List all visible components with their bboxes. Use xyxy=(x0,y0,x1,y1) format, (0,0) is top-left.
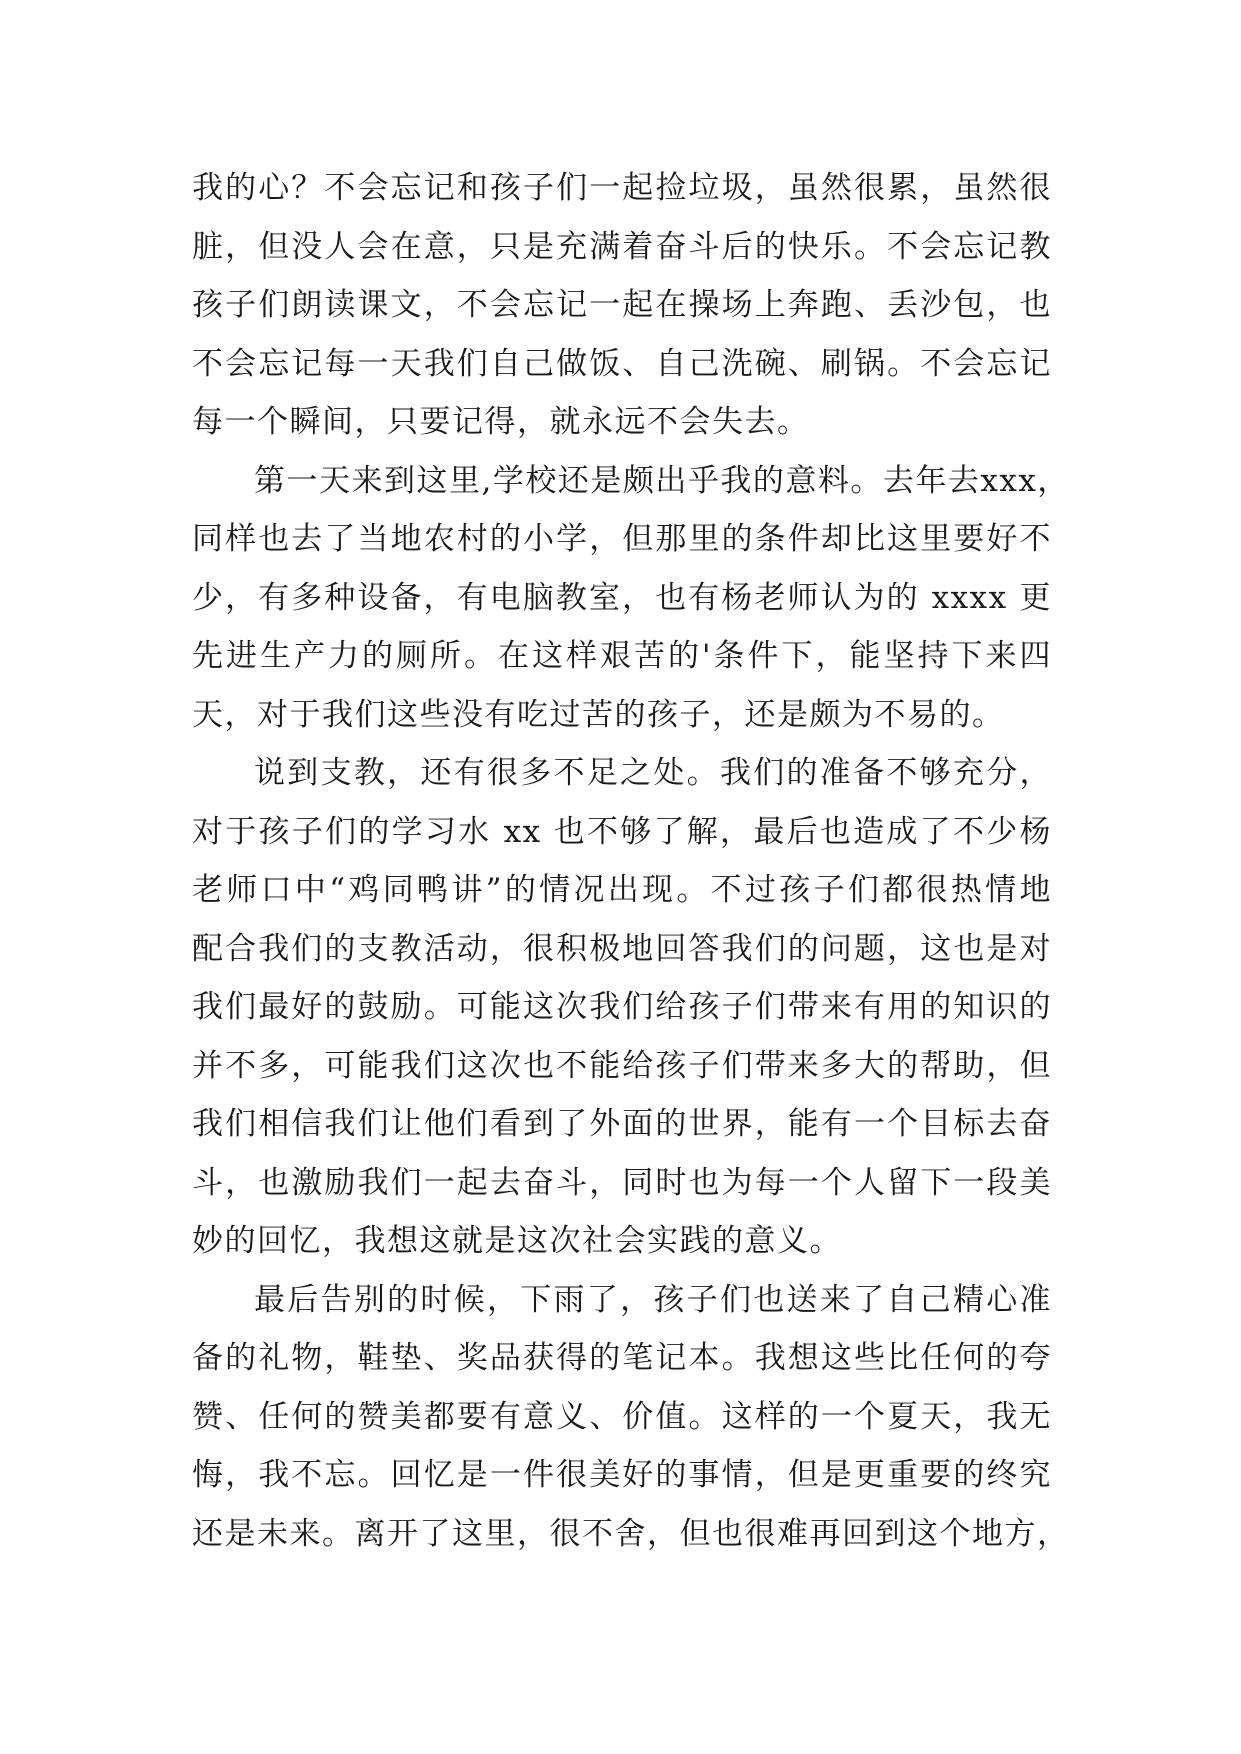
text-line: 妙的回忆，我想这就是这次社会实践的意义。 xyxy=(192,1223,842,1259)
text-line: 备的礼物，鞋垫、奖品获得的笔记本。我想这些比任何的夸 xyxy=(192,1340,1052,1376)
text-line: 同样也去了当地农村的小学，但那里的条件却比这里要好不 xyxy=(192,521,1052,557)
text-line: 斗，也激励我们一起去奋斗，同时也为每一个人留下一段美 xyxy=(192,1164,1052,1201)
text-line: 悔，我不忘。回忆是一件很美好的事情，但是更重要的终究 xyxy=(192,1457,1052,1493)
paragraph-3 xyxy=(192,744,1052,1271)
text-line: 先进生产力的厕所。在这样艰苦的'条件下，能坚持下来四 xyxy=(192,638,1052,674)
text-line: 脏，但没人会在意，只是充满着奋斗后的快乐。不会忘记教 xyxy=(192,228,1052,265)
text-line: 天，对于我们这些没有吃过苦的孩子，还是颇为不易的。 xyxy=(192,696,1005,733)
text-line: 我的心？不会忘记和孩子们一起捡垃圾，虽然很累，虽然很 xyxy=(192,170,1052,206)
text-line: 赞、任何的赞美都要有意义、价值。这样的一个夏天，我无 xyxy=(192,1398,1052,1435)
text-line: 不会忘记每一天我们自己做饭、自己洗碗、刷锅。不会忘记 xyxy=(192,345,1052,382)
text-line: 还是未来。离开了这里，很不舍，但也很难再回到这个地方， xyxy=(192,1515,1070,1552)
text-line: 少，有多种设备，有电脑教室，也有杨老师认为的 xxxx 更 xyxy=(192,579,1052,616)
text-line: 最后告别的时候，下雨了，孩子们也送来了自己精心准 xyxy=(254,1281,1052,1318)
text-line: 并不多，可能我们这次也不能给孩子们带来多大的帮助，但 xyxy=(192,1047,1052,1084)
text-line: 我们最好的鼓励。可能这次我们给孩子们带来有用的知识的 xyxy=(192,989,1052,1025)
text-line: 每一个瞬间，只要记得，就永远不会失去。 xyxy=(192,404,810,440)
paragraph-1 xyxy=(192,159,1052,452)
paragraph-4 xyxy=(192,1271,1070,1564)
text-line: 说到支教，还有很多不足之处。我们的准备不够充分， xyxy=(254,755,1052,791)
text-line: 我们相信我们让他们看到了外面的世界，能有一个目标去奋 xyxy=(192,1106,1052,1142)
text-line: 孩子们朗读课文，不会忘记一起在操场上奔跑、丢沙包，也 xyxy=(192,287,1052,323)
text-line: 第一天来到这里,学校还是颇出乎我的意料。去年去xxx， xyxy=(254,462,1070,499)
document-body xyxy=(192,159,1070,1563)
text-line: 配合我们的支教活动，很积极地回答我们的问题，这也是对 xyxy=(192,930,1052,967)
text-line: 老师口中“鸡同鸭讲”的情况出现。不过孩子们都很热情地 xyxy=(192,872,1052,908)
text-line: 对于孩子们的学习水 xx 也不够了解，最后也造成了不少杨 xyxy=(192,813,1052,850)
paragraph-2 xyxy=(192,452,1070,745)
